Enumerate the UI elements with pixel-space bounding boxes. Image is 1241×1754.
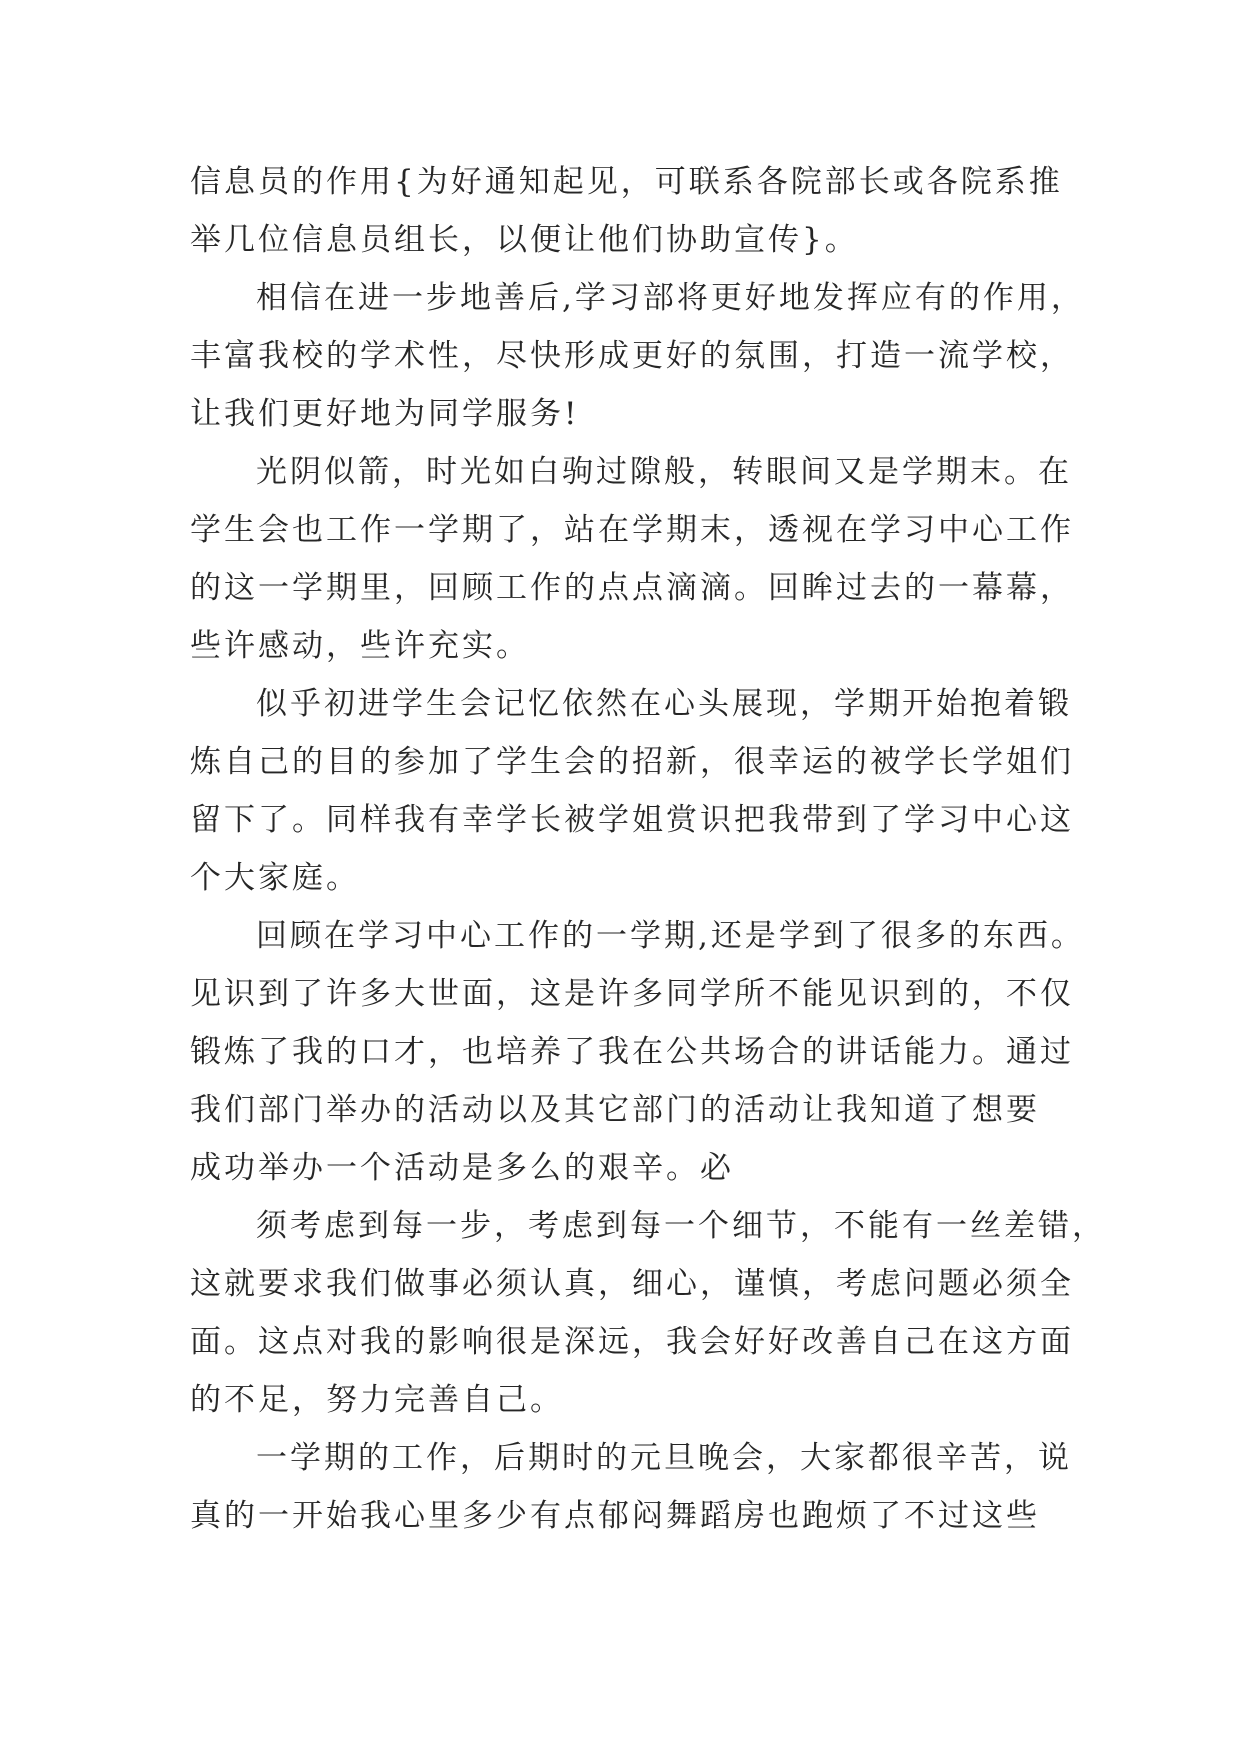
text-line: 丰富我校的学术性，尽快形成更好的氛围，打造一流学校， xyxy=(190,338,1074,374)
text-line: 这就要求我们做事必须认真，细心，谨慎，考虑问题必须全 xyxy=(190,1266,1074,1302)
text-line: 面。这点对我的影响很是深远，我会好好改善自己在这方面 xyxy=(190,1324,1074,1360)
text-line: 让我们更好地为同学服务! xyxy=(190,396,580,432)
paragraph-first-line: 相信在进一步地善后,学习部将更好地发挥应有的作用， xyxy=(256,280,1085,316)
paragraph-first-line: 光阴似箭，时光如白驹过隙般，转眼间又是学期末。在 xyxy=(256,454,1072,490)
text-line: 真的一开始我心里多少有点郁闷舞蹈房也跑烦了不过这些 xyxy=(190,1498,1040,1534)
paragraph-first-line: 须考虑到每一步，考虑到每一个细节，不能有一丝差错， xyxy=(256,1208,1106,1244)
text-line: 我们部门举办的活动以及其它部门的活动让我知道了想要 xyxy=(190,1092,1040,1128)
text-line: 见识到了许多大世面，这是许多同学所不能见识到的，不仅 xyxy=(190,976,1074,1012)
text-line: 炼自己的目的参加了学生会的招新，很幸运的被学长学姐们 xyxy=(190,744,1074,780)
text-line: 锻炼了我的口才，也培养了我在公共场合的讲话能力。通过 xyxy=(190,1034,1074,1070)
text-line: 个大家庭。 xyxy=(190,860,360,896)
paragraph-first-line: 似乎初进学生会记忆依然在心头展现，学期开始抱着锻 xyxy=(256,686,1072,722)
text-line: 的不足，努力完善自己。 xyxy=(190,1382,564,1418)
text-line: 举几位信息员组长，以便让他们协助宣传}。 xyxy=(190,222,859,258)
text-line: 学生会也工作一学期了，站在学期末，透视在学习中心工作 xyxy=(190,512,1074,548)
text-line: 些许感动，些许充实。 xyxy=(190,628,530,664)
text-line: 信息员的作用{为好通知起见，可联系各院部长或各院系推 xyxy=(190,164,1063,200)
text-line: 留下了。同样我有幸学长被学姐赏识把我带到了学习中心这 xyxy=(190,802,1074,838)
paragraph-first-line: 回顾在学习中心工作的一学期,还是学到了很多的东西。 xyxy=(256,918,1085,954)
text-line: 的这一学期里，回顾工作的点点滴滴。回眸过去的一幕幕， xyxy=(190,570,1074,606)
paragraph-first-line: 一学期的工作，后期时的元旦晚会，大家都很辛苦，说 xyxy=(256,1440,1072,1476)
text-line: 成功举办一个活动是多么的艰辛。必 xyxy=(190,1150,734,1186)
